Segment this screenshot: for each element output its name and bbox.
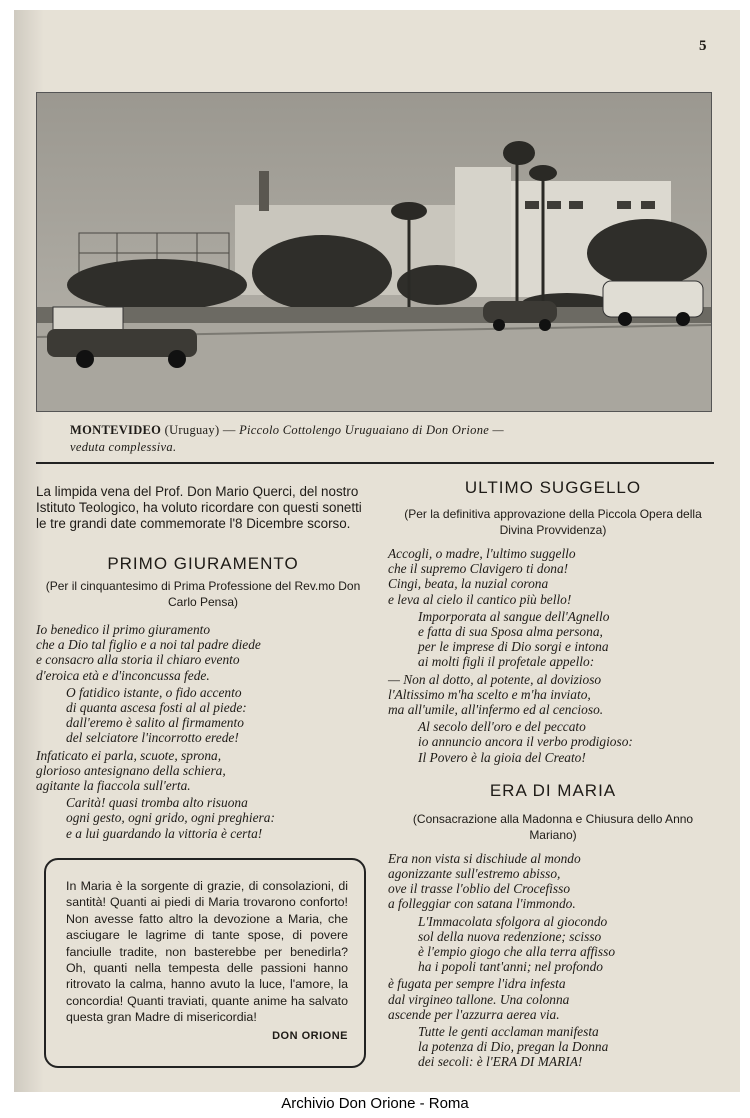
verse-line: io annuncio ancora il verbo prodigioso: (418, 734, 633, 750)
verse-line: e consacro alla storia il chiaro evento (36, 652, 240, 668)
poem1-stanza-1 (36, 622, 370, 683)
quote-signature: DON ORIONE (272, 1029, 348, 1042)
poem3-stanza-4 (388, 1024, 718, 1070)
verse-line: di quanta ascesa fosti al al piede: (66, 700, 247, 716)
verse-line: Tutte le genti acclaman manifesta (418, 1024, 599, 1040)
verse-line: sol della nuova redenzione; scisso (418, 928, 602, 944)
poem3-stanza-3 (388, 976, 718, 1022)
quote-text: In Maria è la sorgente di grazie, di consolazioni, di santità! Quanti ai piedi di Maria trovarono conforto! Non avesse fatto altro la devozione a Maria, che asciugare le lagrime di tante spose, di povere fanciulle tradite, non basterebbe per benedirla? Oh, quanti nella tempesta delle passioni hanno ritrovato la calma, hanno avuto la luce, l'amore, la concordia! Quanti traviati, quante anime ha salvato questa gran Madre di misericordia! (66, 879, 348, 1025)
poem1-stanza-4 (36, 795, 370, 841)
verse-line: ove il trasse l'oblio del Crocefisso (388, 881, 571, 897)
verse-line: Il Povero è la gioia del Creato! (418, 749, 586, 765)
verse-line: Infaticato ei parla, scuote, sprona, (36, 747, 222, 763)
verse-line: dall'eremo è salito al firmamento (66, 715, 244, 731)
left-column (36, 484, 370, 841)
caption-place: MONTEVIDEO (70, 423, 162, 437)
poem2-stanza-1 (388, 546, 718, 607)
section-divider (36, 462, 714, 464)
verse-line: e a lui guardando la vittoria è certa! (66, 825, 263, 841)
verse-line: glorioso antesignano della schiera, (36, 762, 226, 778)
right-column (388, 478, 718, 1070)
caption-text-2: veduta complessiva. (70, 440, 177, 454)
poem2-stanza-4 (388, 719, 718, 765)
verse-line: del selciatore l'incorrotto erede! (66, 730, 239, 746)
verse-line: dal virgineo tallone. Una colonna (388, 991, 570, 1007)
verse-line: Al secolo dell'oro e del peccato (418, 719, 586, 735)
verse-line: O fatidico istante, o fido accento (66, 684, 242, 700)
verse-line: la potenza di Dio, pregan la Donna (418, 1039, 609, 1055)
verse-line: e leva al cielo il cantico più bello! (388, 591, 572, 607)
verse-line: Era non vista si dischiude al mondo (388, 850, 581, 866)
photo-montevideo-building (36, 92, 712, 412)
poem2-subtitle: (Per la definitiva approvazione della Piccola Opera della Divina Provvidenza) (404, 507, 702, 537)
verse-line: Carità! quasi tromba alto risuona (66, 795, 248, 811)
intro-paragraph: La limpida vena del Prof. Don Mario Querci, del nostro Istituto Teologico, ha voluto ricordare con questi sonetti le tre grandi date commemorate l'8 Dicembre scorso. (36, 484, 362, 531)
verse-line: e fatta di sua Sposa alma persona, (418, 624, 603, 640)
verse-line: Accogli, o madre, l'ultimo suggello (388, 546, 576, 561)
verse-line: dei secoli: è l'ERA DI MARIA! (418, 1054, 583, 1070)
verse-line: a folleggiar con satana l'immondo. (388, 896, 576, 912)
verse-line: l'Altissimo m'ha scelto e m'ha inviato, (388, 686, 591, 702)
verse-line: d'eroica età e d'inconcussa fede. (36, 667, 210, 683)
poem3-stanza-1 (388, 851, 718, 912)
poem2-title: ULTIMO SUGGELLO (464, 478, 642, 497)
verse-line: è l'empio giogo che alla terra affisso (418, 944, 616, 960)
verse-line: Cingi, beata, la nuzial corona (388, 576, 549, 592)
verse-line: Io benedico il primo giuramento (36, 622, 211, 637)
poem3-subtitle: (Consacrazione alla Madonna e Chiusura dello Anno Mariano) (412, 811, 694, 842)
caption-country: (Uruguay) — (164, 423, 236, 437)
verse-line: agonizzante sull'estremo abisso, (388, 866, 561, 882)
poem1-title: PRIMO GIURAMENTO (107, 554, 299, 573)
poem1-stanza-2 (36, 685, 370, 746)
verse-line: ha i popoli tant'anni; nel profondo (418, 959, 603, 975)
poem3-stanza-2 (388, 914, 718, 975)
poem1-subtitle: (Per il cinquantesimo di Prima Professione del Rev.mo Don Carlo Pensa) (45, 579, 361, 609)
verse-line: agitante la fiaccola sull'erta. (36, 778, 191, 794)
verse-line: ma all'umile, all'infermo ed al cencioso. (388, 702, 604, 718)
verse-line: — Non al dotto, al potente, al dovizioso (388, 671, 602, 687)
verse-line: ai molti figli il profetale appello: (418, 654, 595, 670)
poem3-title: ERA DI MARIA (489, 780, 617, 800)
verse-line: che il supremo Clavigero ti dona! (388, 561, 569, 577)
caption-text: Piccolo Cottolengo Uruguaiano di Don Orione — (239, 423, 504, 437)
verse-line: L'Immacolata sfolgora al giocondo (418, 913, 608, 929)
verse-line: ogni gesto, ogni grido, ogni preghiera: (66, 810, 275, 826)
poem2-stanza-3 (388, 672, 718, 718)
archive-footer: Archivio Don Orione - Roma (281, 1095, 469, 1112)
page-number: 5 (699, 38, 707, 54)
verse-line: Imporporata al sangue dell'Agnello (418, 608, 610, 624)
poem2-stanza-2 (388, 609, 718, 670)
poem1-stanza-3 (36, 748, 370, 794)
photo-caption (70, 422, 700, 456)
quote-box (44, 858, 366, 1068)
verse-line: per le imprese di Dio sorgi e intona (418, 639, 609, 655)
verse-line: ascende per l'azzurra aerea via. (388, 1006, 560, 1022)
verse-line: è fugata per sempre l'idra infesta (388, 976, 566, 992)
verse-line: che a Dio tal figlio e a noi tal padre diede (36, 637, 261, 653)
